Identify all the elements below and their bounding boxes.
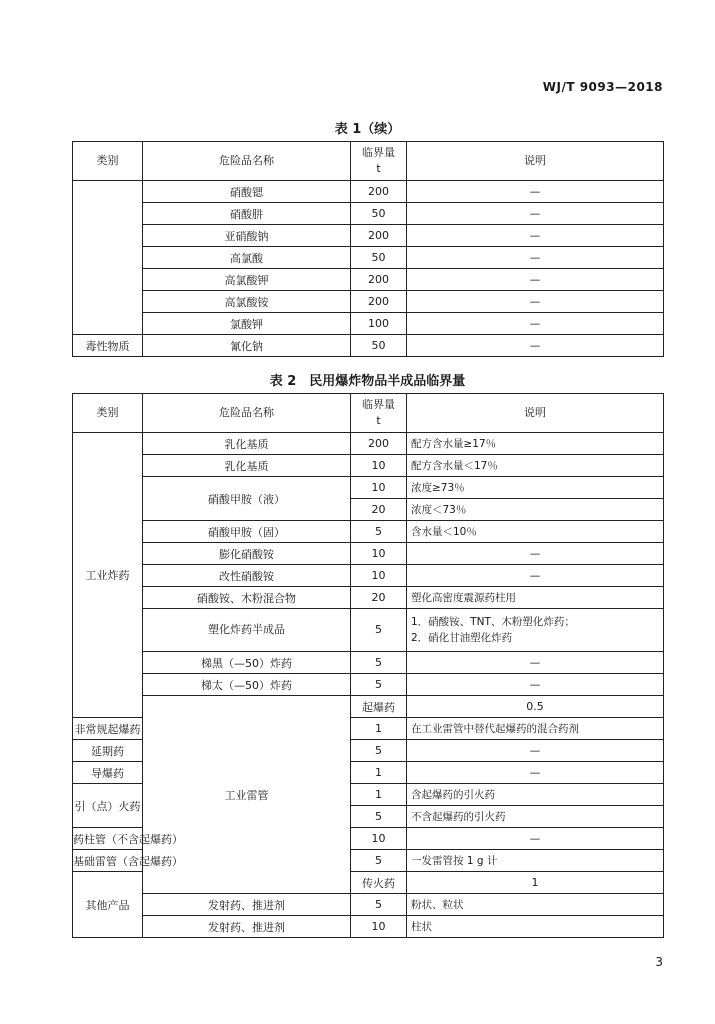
- note-cell: —: [407, 247, 664, 269]
- note-cell: 塑化高密度震源药柱用: [407, 587, 664, 609]
- name-cell: 传火药: [351, 872, 407, 894]
- name-cell: 乳化基质: [143, 455, 351, 477]
- table-row: [73, 291, 664, 313]
- table-row: [73, 313, 664, 335]
- note-cell: —: [407, 313, 664, 335]
- table1-caption: 表 1（续）: [334, 122, 401, 137]
- table2-header-row: [73, 394, 664, 433]
- threshold-cell: 200: [351, 225, 407, 247]
- note-cell: 配方含水量＜17％: [407, 455, 664, 477]
- threshold-cell: 200: [351, 269, 407, 291]
- name-cell: 氰化钠: [143, 335, 351, 357]
- table1: [72, 141, 664, 357]
- table-row: [73, 609, 664, 652]
- table-row: [73, 203, 664, 225]
- table-row: [73, 674, 664, 696]
- note-cell: —: [407, 203, 664, 225]
- note-cell: 柱状: [407, 916, 664, 938]
- threshold-cell: 200: [351, 181, 407, 203]
- note-cell: 含起爆药的引火药: [407, 784, 664, 806]
- col-header-category: 类别: [73, 394, 143, 433]
- col-header-threshold: [351, 142, 407, 181]
- note-cell: 一发雷管按 1 g 计: [407, 850, 664, 872]
- name-cell: 引（点）火药: [73, 784, 143, 828]
- name-cell: 亚硝酸钠: [143, 225, 351, 247]
- category-cell: 毒性物质: [73, 335, 143, 357]
- table-row: [73, 916, 664, 938]
- name-cell: 硝酸锶: [143, 181, 351, 203]
- threshold-cell: 0.5: [407, 696, 664, 718]
- note-cell: [407, 609, 664, 652]
- threshold-cell: 5: [351, 806, 407, 828]
- threshold-cell: 1: [351, 718, 407, 740]
- standard-code: WJ/T 9093—2018: [542, 80, 663, 94]
- table-row: [73, 587, 664, 609]
- table-row: [73, 521, 664, 543]
- threshold-cell: 200: [351, 433, 407, 455]
- category-cell: 工业雷管: [143, 696, 351, 894]
- note-cell: —: [407, 269, 664, 291]
- category-cell: 工业炸药: [73, 433, 143, 718]
- table2: [72, 393, 664, 938]
- threshold-cell: 1: [351, 784, 407, 806]
- threshold-cell: 20: [351, 499, 407, 521]
- table-row: [73, 181, 664, 203]
- note-cell: —: [407, 565, 664, 587]
- threshold-cell: 100: [351, 313, 407, 335]
- name-cell: 起爆药: [351, 696, 407, 718]
- note-cell: —: [407, 740, 664, 762]
- threshold-cell: 10: [351, 455, 407, 477]
- table-row: [73, 247, 664, 269]
- note-line: 2．硝化甘油塑化炸药: [411, 632, 513, 644]
- threshold-cell: 5: [351, 652, 407, 674]
- threshold-cell: 10: [351, 543, 407, 565]
- name-cell: 膨化硝酸铵: [143, 543, 351, 565]
- table2-caption: 表 2 民用爆炸物品半成品临界量: [269, 374, 466, 389]
- name-cell: 非常规起爆药: [73, 718, 143, 740]
- name-cell: 氯酸钾: [143, 313, 351, 335]
- name-cell: 药柱管（不含起爆药）: [73, 828, 143, 850]
- threshold-cell: 1: [351, 762, 407, 784]
- threshold-cell: 5: [351, 850, 407, 872]
- threshold-cell: 5: [351, 521, 407, 543]
- threshold-cell: 200: [351, 291, 407, 313]
- name-cell: 改性硝酸铵: [143, 565, 351, 587]
- note-cell: 浓度≥73％: [407, 477, 664, 499]
- note-cell: —: [407, 181, 664, 203]
- name-cell: 基础雷管（含起爆药）: [73, 850, 143, 872]
- page-number: 3: [655, 955, 663, 969]
- threshold-label: 临界量: [362, 398, 395, 411]
- table-row: [73, 696, 664, 718]
- table-row: [73, 269, 664, 291]
- threshold-cell: 5: [351, 674, 407, 696]
- note-line: 1．硝酸铵、TNT、木粉塑化炸药；: [411, 616, 575, 628]
- col-header-note: 说明: [407, 142, 664, 181]
- note-cell: —: [407, 674, 664, 696]
- name-cell: 高氯酸: [143, 247, 351, 269]
- name-cell: 发射药、推进剂: [143, 916, 351, 938]
- note-cell: —: [407, 225, 664, 247]
- threshold-cell: 5: [351, 740, 407, 762]
- note-cell: —: [407, 652, 664, 674]
- table-row: [73, 477, 664, 499]
- table-row: [73, 455, 664, 477]
- name-cell: 乳化基质: [143, 433, 351, 455]
- note-cell: 粉状、粒状: [407, 894, 664, 916]
- threshold-cell: 5: [351, 894, 407, 916]
- name-cell: 硝酸铵、木粉混合物: [143, 587, 351, 609]
- threshold-cell: 1: [407, 872, 664, 894]
- note-cell: 在工业雷管中替代起爆药的混合药剂: [407, 718, 664, 740]
- name-cell: 梯太（—50）炸药: [143, 674, 351, 696]
- table-row: [73, 543, 664, 565]
- name-cell: 硝酸肼: [143, 203, 351, 225]
- threshold-cell: 50: [351, 335, 407, 357]
- table-row: [73, 565, 664, 587]
- note-cell: —: [407, 828, 664, 850]
- threshold-cell: 10: [351, 828, 407, 850]
- table-row: [73, 894, 664, 916]
- col-header-note: 说明: [407, 394, 664, 433]
- threshold-cell: 50: [351, 203, 407, 225]
- name-cell: 发射药、推进剂: [143, 894, 351, 916]
- name-cell: 硝酸甲胺（液）: [143, 477, 351, 521]
- threshold-cell: 20: [351, 587, 407, 609]
- note-cell: 配方含水量≥17％: [407, 433, 664, 455]
- threshold-cell: 10: [351, 477, 407, 499]
- col-header-threshold: [351, 394, 407, 433]
- note-cell: —: [407, 762, 664, 784]
- category-cell: 其他产品: [73, 872, 143, 938]
- threshold-cell: 5: [351, 609, 407, 652]
- name-cell: 延期药: [73, 740, 143, 762]
- col-header-category: 类别: [73, 142, 143, 181]
- note-cell: —: [407, 335, 664, 357]
- table-row: [73, 335, 664, 357]
- category-cell: [73, 181, 143, 335]
- note-cell: 不含起爆药的引火药: [407, 806, 664, 828]
- table1-header-row: [73, 142, 664, 181]
- threshold-cell: 10: [351, 916, 407, 938]
- threshold-label: 临界量: [362, 146, 395, 159]
- name-cell: 高氯酸铵: [143, 291, 351, 313]
- threshold-cell: 50: [351, 247, 407, 269]
- note-cell: —: [407, 291, 664, 313]
- name-cell: 塑化炸药半成品: [143, 609, 351, 652]
- table-row: [73, 433, 664, 455]
- table-row: [73, 652, 664, 674]
- note-cell: —: [407, 543, 664, 565]
- name-cell: 梯黑（—50）炸药: [143, 652, 351, 674]
- col-header-name: 危险品名称: [143, 394, 351, 433]
- threshold-cell: 10: [351, 565, 407, 587]
- unit-label: t: [376, 414, 381, 427]
- name-cell: 导爆药: [73, 762, 143, 784]
- unit-label: t: [376, 162, 381, 175]
- name-cell: 硝酸甲胺（固）: [143, 521, 351, 543]
- col-header-name: 危险品名称: [143, 142, 351, 181]
- note-cell: 浓度＜73％: [407, 499, 664, 521]
- table-row: [73, 225, 664, 247]
- name-cell: 高氯酸钾: [143, 269, 351, 291]
- note-cell: 含水量＜10％: [407, 521, 664, 543]
